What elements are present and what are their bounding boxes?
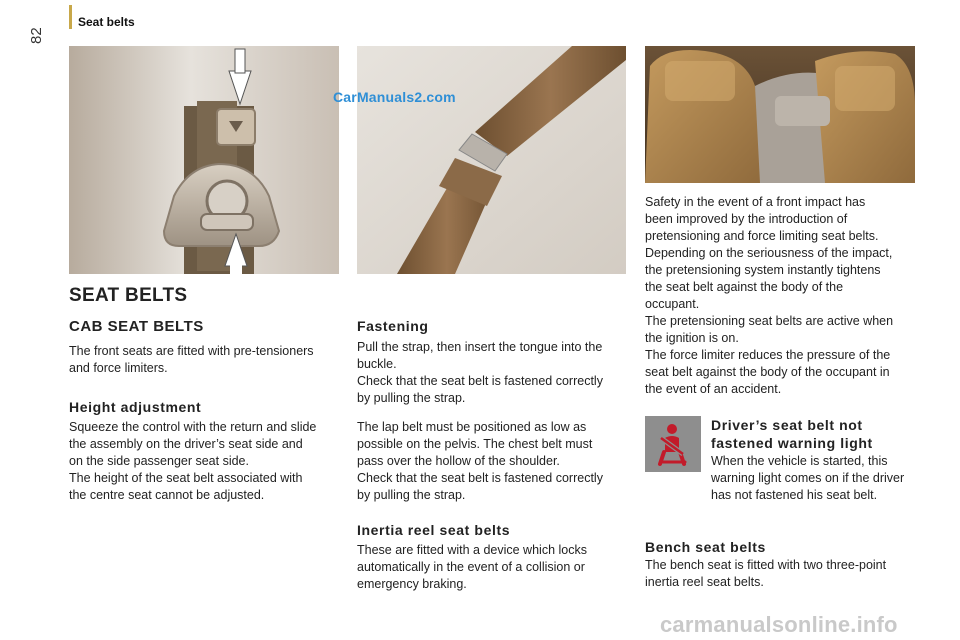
fastening-heading: Fastening (357, 318, 429, 334)
cab-seat-belts-heading: CAB SEAT BELTS (69, 318, 204, 335)
cab-seats-image (645, 46, 915, 183)
section-title: Seat belts (78, 15, 135, 29)
main-title: SEAT BELTS (69, 285, 188, 306)
warning-light-text: When the vehicle is started, this warning light comes on if the driver has not fastened his seat belt. (711, 454, 905, 502)
buckle-fastening-image (357, 46, 626, 274)
header-accent-bar (69, 5, 72, 29)
height-adjuster-image (69, 46, 339, 274)
safety-text: Safety in the event of a front impact has been improved by the introduction of pretensioning and force limiting seat belts. Depending on the seriousness of the impact, the pretensioning system instantly tightens the seat belt against the body of the occupant. The pretensioning seat belts are active when the ignition is on. The force limiter reduces the pressure of the seat belt against the body of the occupant in the event of an accident. (645, 195, 894, 396)
warning-light-heading: Driver’s seat belt not fastened warning light (711, 417, 873, 451)
watermark-text: CarManuals2.com (333, 89, 456, 105)
lap-belt-text: The lap belt must be positioned as low as possible on the pelvis. The chest belt must pass over the hollow of the shoulder. Check that the seat belt is fastened correctly by pulling the strap. (357, 420, 603, 502)
height-adjustment-text: Squeeze the control with the return and slide the assembly on the driver’s seat side and on the side passenger seat side. The height of the seat belt associated with the centre seat cannot be adjusted. (69, 420, 317, 502)
bench-seat-belts-heading: Bench seat belts (645, 539, 766, 555)
page-number: 82 (28, 27, 45, 44)
seatbelt-warning-icon (645, 416, 701, 472)
cab-seat-belts-text: The front seats are fitted with pre-tensioners and force limiters. (69, 344, 314, 375)
fastening-text: Pull the strap, then insert the tongue into the buckle. Check that the seat belt is fastened correctly by pulling the strap. (357, 340, 603, 405)
footer-watermark: carmanualsonline.info (660, 612, 898, 637)
height-adjustment-heading: Height adjustment (69, 399, 202, 415)
bench-seat-belts-text: The bench seat is fitted with two three-point inertia reel seat belts. (645, 558, 887, 589)
inertia-reel-text: These are fitted with a device which locks automatically in the event of a collision or emergency braking. (357, 543, 587, 591)
inertia-reel-heading: Inertia reel seat belts (357, 522, 511, 538)
